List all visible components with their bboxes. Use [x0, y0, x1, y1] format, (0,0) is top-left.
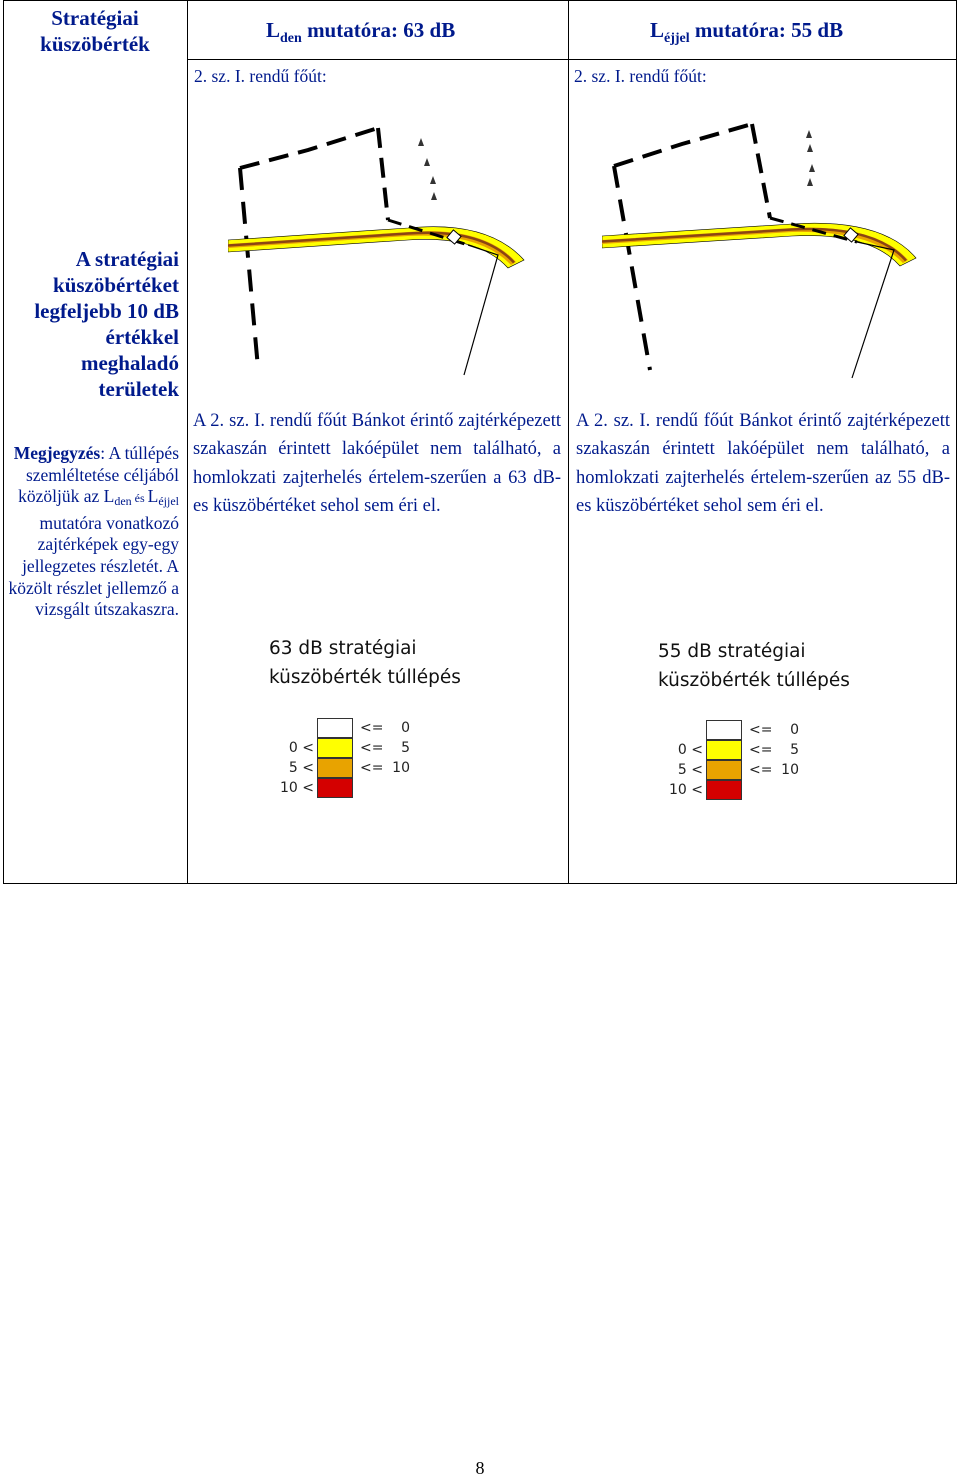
lden-sub: den — [280, 31, 302, 46]
legend-upper-bound: 10 — [781, 762, 799, 778]
legend-title-line2: küszöbérték túllépés — [269, 667, 461, 688]
legend-upper-bound: 0 — [790, 722, 799, 738]
lejjel-prefix: L — [650, 18, 665, 42]
note-es: és — [131, 491, 148, 506]
legend-title-lden — [269, 634, 461, 692]
legend-swatch — [317, 778, 353, 798]
note-label: Megjegyzés — [13, 443, 101, 463]
note-part-b: mutatóra vonatkozó zajtérképek egy-egy jellegzetes részletét. A közölt részlet jellemző a vizsgált útszakaszra. — [8, 512, 179, 620]
legend-upper-bound: 0 — [401, 720, 410, 736]
legend-upper-bound: 5 — [401, 740, 410, 756]
lejjel-rest: mutatóra: 55 dB — [689, 18, 844, 42]
legend-swatch — [706, 720, 742, 740]
note-ejjel: éjjel — [158, 494, 179, 509]
note-part-a: : A túllépés szemléltetése céljából közöljük az — [18, 443, 179, 507]
header-col1-title: Stratégiai küszöbérték — [40, 6, 150, 56]
legend-swatch — [317, 718, 353, 738]
description-lejjel: A 2. sz. I. rendű főút Bánkot érintő zajtérképezett szakaszán érintett lakóépület nem található, a homlokzati zajterhelés értelem-szerűen az 55 dB-es küszöbértéket sehol sem éri el. — [576, 411, 950, 517]
legend-operator: <= — [360, 720, 384, 736]
legend-upper-bound: 10 — [392, 760, 410, 776]
lejjel-sub: éjjel — [664, 31, 690, 46]
header-lejjel — [650, 17, 843, 52]
area-title: A stratégiai küszöbértéket legfeljebb 10 dB értékkel meghaladó területek — [34, 247, 179, 401]
legend-title-line1: 55 dB stratégiai — [658, 641, 806, 662]
legend-upper-bound: 5 — [790, 742, 799, 758]
note-l2: L — [147, 486, 159, 507]
legend-lower-bound: 0 < — [288, 740, 314, 756]
header-strategic-threshold — [10, 5, 180, 57]
legend-lower-bound: 10 < — [669, 782, 703, 798]
legend-swatch — [706, 780, 742, 800]
noise-map-image-lden — [228, 120, 528, 382]
note-den: den — [114, 494, 132, 509]
legend-lejjel — [669, 720, 819, 804]
note-text — [5, 443, 179, 621]
lden-prefix: L — [266, 18, 281, 42]
legend-title-lejjel — [658, 637, 850, 695]
legend-operator: <= — [749, 722, 773, 738]
road-label-2: 2. sz. I. rendű főút: — [574, 66, 707, 86]
legend-operator: <= — [749, 742, 773, 758]
lden-rest: mutatóra: 63 dB — [301, 18, 456, 42]
description-lden: A 2. sz. I. rendű főút Bánkot érintő zajtérképezett szakaszán érintett lakóépület nem található, a homlokzati zajterhelés értelem-szerűen a 63 dB-es küszöbértéket sehol sem éri el. — [193, 411, 561, 517]
legend-operator: <= — [749, 762, 773, 778]
legend-swatch — [317, 758, 353, 778]
page-number: 8 — [475, 1458, 485, 1478]
note-l1: L — [103, 486, 115, 507]
legend-lden — [280, 718, 430, 802]
legend-title-line2: küszöbérték túllépés — [658, 670, 850, 691]
legend-lower-bound: 5 < — [288, 760, 314, 776]
legend-swatch — [706, 760, 742, 780]
legend-operator: <= — [360, 740, 384, 756]
legend-lower-bound: 0 < — [677, 742, 703, 758]
header-lden — [266, 17, 455, 52]
legend-operator: <= — [360, 760, 384, 776]
legend-swatch — [317, 738, 353, 758]
legend-swatch — [706, 740, 742, 760]
legend-lower-bound: 10 < — [280, 780, 314, 796]
legend-lower-bound: 5 < — [677, 762, 703, 778]
legend-title-line1: 63 dB stratégiai — [269, 638, 417, 659]
road-label-1: 2. sz. I. rendű főút: — [194, 66, 327, 86]
noise-map-image-lejjel — [602, 118, 920, 380]
